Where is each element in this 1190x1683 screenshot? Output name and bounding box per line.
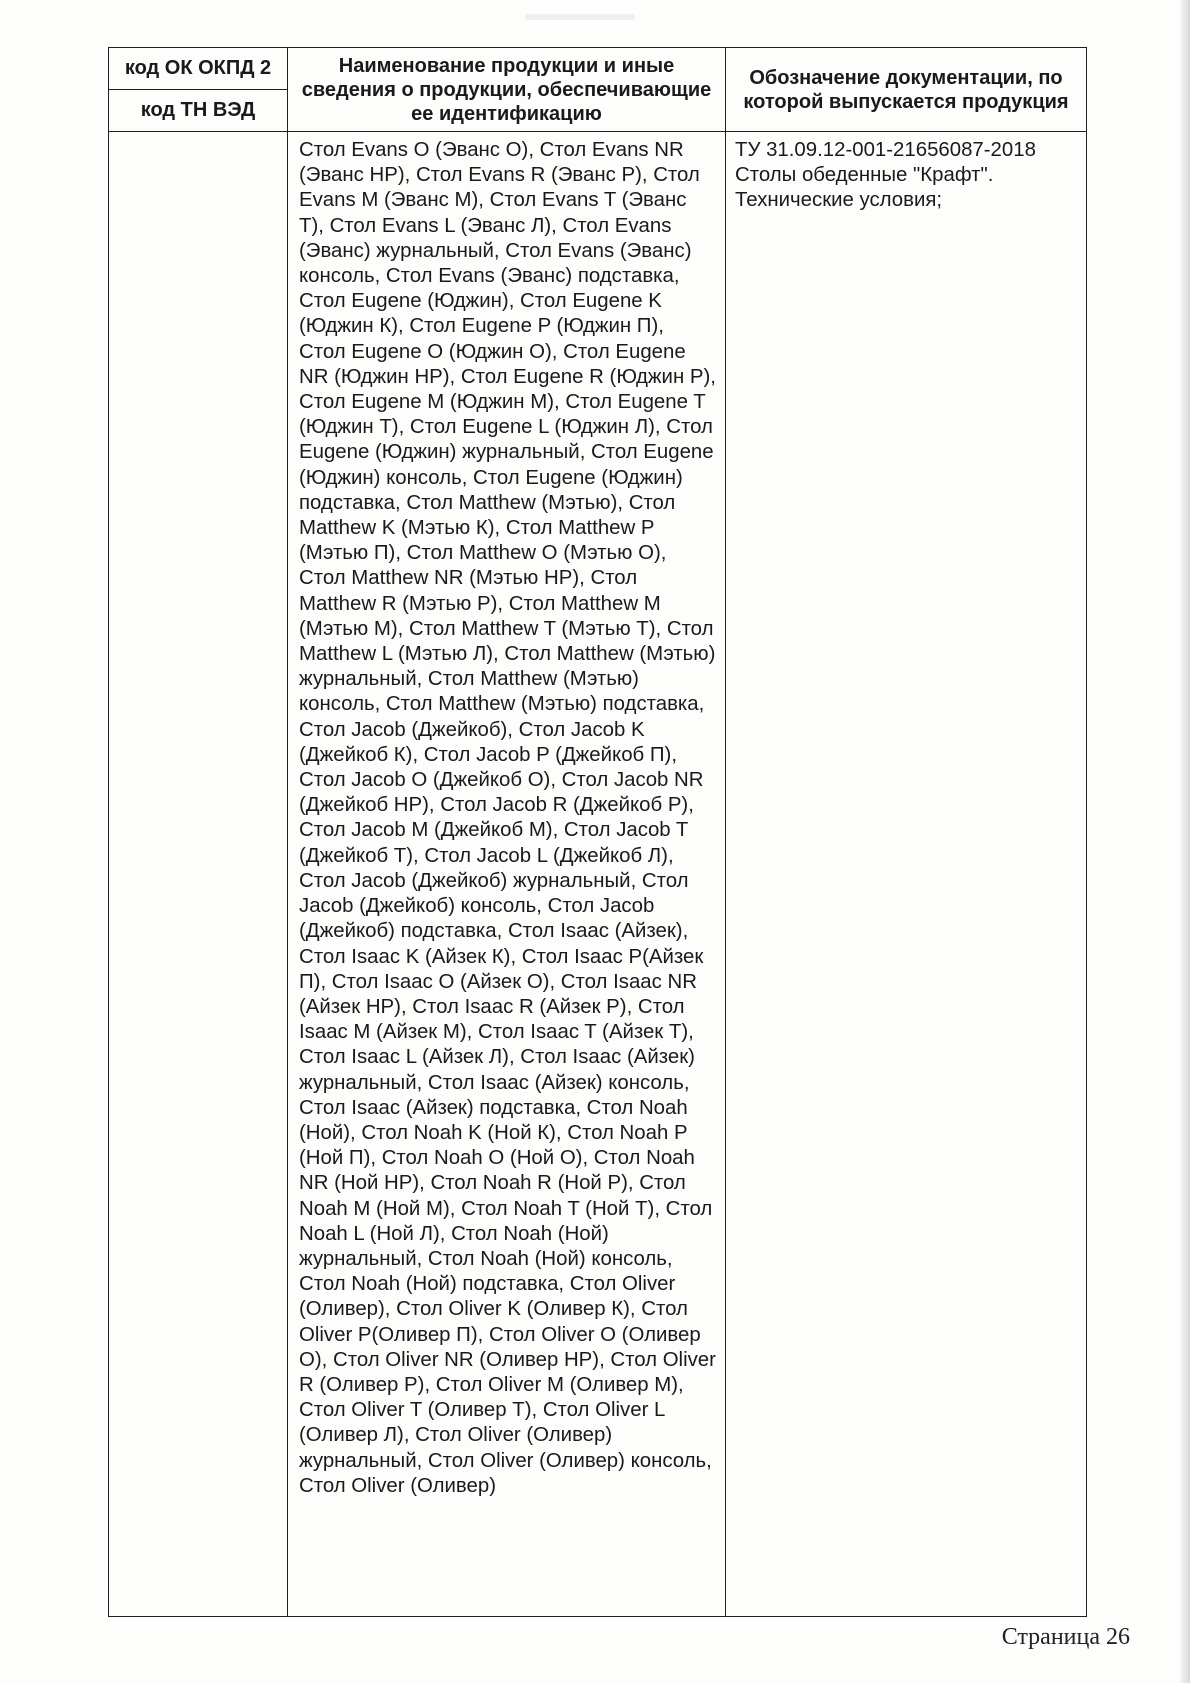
cell-documentation — [726, 132, 1087, 1617]
cell-code — [109, 132, 288, 1617]
product-table — [108, 47, 1087, 1617]
scan-smudge — [525, 14, 635, 20]
doc-type: Технические условия; — [735, 189, 943, 212]
header-documentation: Обозначение документации, по которой выпускается продукция — [726, 48, 1087, 132]
doc-title: Столы обеденные "Крафт". — [735, 164, 994, 187]
table-header-row — [109, 48, 1087, 90]
page-edge — [1180, 0, 1190, 1683]
doc-tu-number: ТУ 31.09.12-001-21656087-2018 — [735, 139, 1036, 161]
header-code-okpd: код ОК ОКПД 2 — [109, 48, 288, 90]
cell-product-description: Стол Evans O (Эванс O), Стол Evans NR (Эванс НР), Стол Evans R (Эванс Р), Стол Evans M (Эванс М), Стол Evans T (Эванс Т), Стол Evans L (Эванс Л), Стол Evans (Эванс) журнальный, Стол Evans (Эванс) консоль, Стол Evans (Эванс) подставка, Стол Eugene (Юджин), Стол Eugene K (Юджин К), Стол Eugene P (Юджин П), Стол Eugene O (Юджин O), Стол Eugene NR (Юджин НР), Стол Eugene R (Юджин Р), Стол Eugene M (Юджин М), Стол Eugene T (Юджин Т), Стол Eugene L (Юджин Л), Стол Eugene (Юджин) журнальный, Стол Eugene (Юджин) консоль, Стол Eugene (Юджин) подставка, Стол Matthew (Мэтью), Стол Matthew K (Мэтью К), Стол Matthew P (Мэтью П), Стол Matthew O (Мэтью O), Стол Matthew NR (Мэтью НР), Стол Matthew R (Мэтью Р), Стол Matthew M (Мэтью М), Стол Matthew T (Мэтью Т), Стол Matthew L (Мэтью Л), Стол Matthew (Мэтью) журнальный, Стол Matthew (Мэтью) консоль, Стол Matthew (Мэтью) подставка, Стол Jacob (Джейкоб), Стол Jacob K (Джейкоб К), Стол Jacob P (Джейкоб П), Стол Jacob O (Джейкоб O), Стол Jacob NR (Джейкоб НР), Стол Jacob R (Джейкоб Р), Стол Jacob M (Джейкоб М), Стол Jacob T (Джейкоб Т), Стол Jacob L (Джейкоб Л), Стол Jacob (Джейкоб) журнальный, Стол Jacob (Джейкоб) консоль, Стол Jacob (Джейкоб) подставка, Стол Isaac (Айзек), Стол Isaac K (Айзек К), Стол Isaac P(Айзек П), Стол Isaac O (Айзек O), Стол Isaac NR (Айзек НР), Стол Isaac R (Айзек Р), Стол Isaac M (Айзек М), Стол Isaac T (Айзек Т), Стол Isaac L (Айзек Л), Стол Isaac (Айзек) журнальный, Стол Isaac (Айзек) консоль, Стол Isaac (Айзек) подставка, Стол Noah (Ной), Стол Noah K (Ной К), Стол Noah P (Ной П), Стол Noah O (Ной O), Стол Noah NR (Ной НР), Стол Noah R (Ной Р), Стол Noah M (Ной М), Стол Noah T (Ной Т), Стол Noah L (Ной Л), Стол Noah (Ной) журнальный, Стол Noah (Ной) консоль, Стол Noah (Ной) подставка, Стол Oliver (Оливер), Стол Oliver K (Оливер К), Стол Oliver P(Оливер П), Стол Oliver O (Оливер O), Стол Oliver NR (Оливер НР), Стол Oliver R (Оливер Р), Стол Oliver M (Оливер М), Стол Oliver T (Оливер Т), Стол Oliver L (Оливер Л), Стол Oliver (Оливер) журнальный, Стол Oliver (Оливер) консоль, Стол Oliver (Оливер) — [288, 132, 726, 1617]
header-product-name: Наименование продукции и иные сведения о продукции, обеспечивающие ее идентификацию — [288, 48, 726, 132]
page-number: Страница 26 — [1001, 1624, 1130, 1650]
header-code-tnved: код ТН ВЭД — [109, 90, 288, 132]
table-row — [109, 132, 1087, 1617]
